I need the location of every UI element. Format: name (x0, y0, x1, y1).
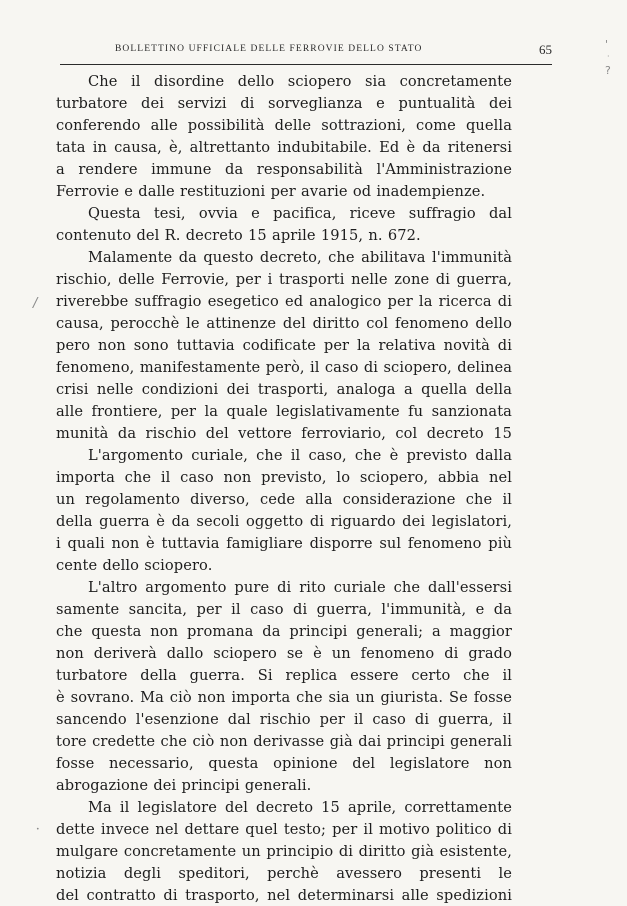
margin-mark: / (33, 296, 38, 311)
text-line: L'altro argomento pure di rito curiale che dall'essersi (88, 579, 512, 596)
margin-mark: • (36, 826, 40, 833)
text-line: abrogazione dei principi generali. (56, 777, 312, 794)
running-header (60, 44, 552, 62)
text-line: sancendo l'esenzione dal rischio per il caso di guerra, il (56, 711, 512, 728)
text-line: rischio, delle Ferrovie, per i trasporti nelle zone di guerra, (56, 271, 512, 288)
text-line: Questa tesi, ovvia e pacifica, riceve suffragio dal (88, 205, 512, 222)
text-line: conferendo alle possibilità delle sottrazioni, come quella (56, 117, 512, 134)
text-line: notizia degli speditori, perchè avessero presenti le (56, 865, 512, 882)
text-line: Che il disordine dello sciopero sia concretamente (88, 73, 512, 90)
text-line: crisi nelle condizioni dei trasporti, analoga a quella della (56, 381, 512, 398)
text-line: Malamente da questo decreto, che abilitava l'immunità (88, 249, 512, 266)
text-line: pero non sono tuttavia codificate per la relativa novità di (56, 337, 512, 354)
text-line: alle frontiere, per la quale legislativamente fu sanzionata (56, 403, 512, 420)
text-line: tata in causa, è, altrettanto indubitabile. Ed è da ritenersi (56, 139, 512, 156)
text-line: causa, perocchè le attinenze del diritto col fenomeno dello (56, 315, 512, 332)
text-line: turbatore dei servizi di sorveglianza e puntualità dei (56, 95, 512, 112)
text-line: tore credette che ciò non derivasse già dai principi generali (56, 733, 512, 750)
text-line: importa che il caso non previsto, lo sciopero, abbia nel (56, 469, 512, 486)
text-line: Ferrovie e dalle restituzioni per avarie od inadempienze. (56, 183, 486, 200)
text-line: dette invece nel dettare quel testo; per il motivo politico di (56, 821, 512, 838)
margin-mark: · (607, 52, 610, 61)
text-line: samente sancita, per il caso di guerra, l'immunità, e da (56, 601, 512, 618)
text-line: Ma il legislatore del decreto 15 aprile, correttamente (88, 799, 512, 816)
text-line: non deriverà dallo sciopero se è un fenomeno di grado (56, 645, 512, 662)
text-line: fosse necessario, questa opinione del legislatore non (56, 755, 512, 772)
margin-mark: ' (605, 38, 609, 51)
text-line: L'argomento curiale, che il caso, che è previsto dalla (88, 447, 512, 464)
text-line: turbatore della guerra. Si replica essere certo che il (56, 667, 512, 684)
text-line: fenomeno, manifestamente però, il caso di sciopero, delinea (56, 359, 512, 376)
running-title: BOLLETTINO UFFICIALE DELLE FERROVIE DELLO STATO (115, 44, 423, 54)
text-line: della guerra è da secoli oggetto di riguardo dei legislatori, (56, 513, 512, 530)
text-line: mulgare concretamente un principio di diritto già esistente, (56, 843, 512, 860)
text-line: contenuto del R. decreto 15 aprile 1915, n. 672. (56, 227, 421, 244)
text-line: è sovrano. Ma ciò non importa che sia un giurista. Se fosse (56, 689, 512, 706)
text-line: riverebbe suffragio esegetico ed analogico per la ricerca di (56, 293, 512, 310)
margin-mark: ? (605, 64, 611, 77)
text-line: a rendere immune da responsabilità l'Amministrazione (56, 161, 512, 178)
text-line: un regolamento diverso, cede alla considerazione che il (56, 491, 512, 508)
text-line: i quali non è tuttavia famigliare disporre sul fenomeno più (56, 535, 512, 552)
header-rule (60, 64, 552, 65)
text-line: che questa non promana da principi generali; a maggior (56, 623, 512, 640)
page-number: 65 (539, 42, 552, 57)
text-line: del contratto di trasporto, nel determinarsi alle spedizioni (56, 887, 512, 904)
text-line: munità da rischio del vettore ferroviario, col decreto 15 (56, 425, 512, 442)
text-line: cente dello sciopero. (56, 557, 213, 574)
